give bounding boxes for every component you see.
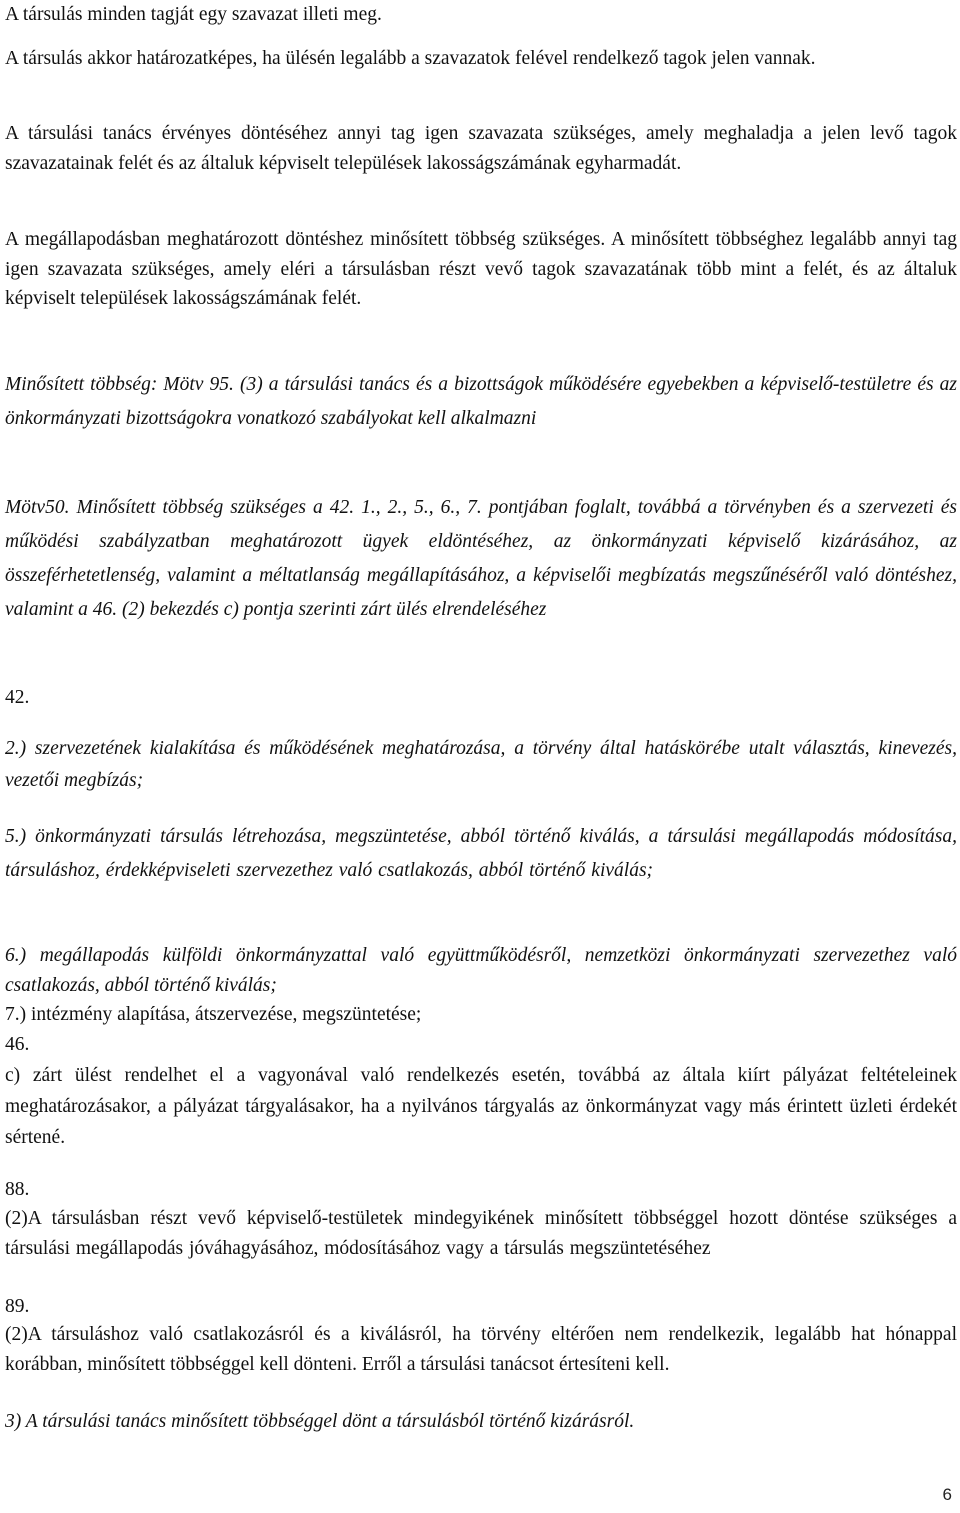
paragraph-text: (2)A társulásban részt vevő képviselő-testületek mindegyikének minősített többséggel hozott döntése szükséges a társulási megállapodás jóváhagyásához, módosításához vagy a társulás megszüntetéséhez xyxy=(5,1208,957,1259)
paragraph-qualified-majority xyxy=(5,225,957,314)
paragraph-section-88 xyxy=(5,1175,957,1205)
paragraph-text: 3) A társulási tanács minősített többséggel dönt a társulásból történő kizárásról. xyxy=(5,1411,635,1432)
page-number: 6 xyxy=(942,1485,952,1504)
paragraph-text: A társulás minden tagját egy szavazat illeti meg. xyxy=(5,4,382,25)
paragraph-text: 2.) szervezetének kialakítása és működésének meghatározása, a törvény által hatáskörébe utalt választás, kinevezés, vezetői megbízás; xyxy=(5,738,957,791)
paragraph-text: 5.) önkormányzati társulás létrehozása, megszüntetése, abból történő kiválás, a társulási megállapodás módosítása, társuláshoz, érdekképviseleti szervezethez való csatlakozás, abból történő kiválás; xyxy=(5,826,957,881)
paragraph-quorum xyxy=(5,44,957,74)
paragraph-text: A társulás akkor határozatképes, ha ülésén legalább a szavazatok felével rendelkező tagok jelen vannak. xyxy=(5,48,816,69)
paragraph-text: 6.) megállapodás külföldi önkormányzattal való együttműködésről, nemzetközi önkormányzati szervezethez való csatlakozás, abból történő kiválás; xyxy=(5,945,957,996)
paragraph-text: c) zárt ülést rendelhet el a vagyonával való rendelkezés esetén, továbbá az általa kiírt pályázat feltételeinek meghatározásakor, a pályázat tárgyalásakor, ha a nyilvános tárgyalás az önkormányzat vagy más érintett üzleti érdekét sértené. xyxy=(5,1065,957,1148)
paragraph-closed-session xyxy=(5,1060,957,1153)
paragraph-section-46 xyxy=(5,1030,957,1060)
paragraph-item-5 xyxy=(5,820,957,888)
paragraph-text: A megállapodásban meghatározott döntéshez minősített többség szükséges. A minősített többséghez legalább annyi tag igen szavazata szükséges, amely eléri a társulásban részt vevő tagok szavazatának több mint a felét, és az általuk képviselt települések lakosságszámának felét. xyxy=(5,229,957,309)
paragraph-text: (2)A társuláshoz való csatlakozásról és a kiválásról, ha törvény eltérően nem rendelkezik, legalább hat hónappal korábban, minősített többséggel kell dönteni. Erről a társulási tanácsot értesíteni kell. xyxy=(5,1324,957,1375)
paragraph-motv-50 xyxy=(5,491,957,627)
paragraph-text: 7.) intézmény alapítása, átszervezése, megszüntetése; xyxy=(5,1004,422,1025)
paragraph-88-2 xyxy=(5,1204,957,1263)
paragraph-item-2 xyxy=(5,733,957,797)
paragraph-text: 88. xyxy=(5,1179,30,1200)
paragraph-text: 89. xyxy=(5,1296,30,1317)
paragraph-item-6 xyxy=(5,941,957,1001)
paragraph-text: Mötv50. Minősített többség szükséges a 42. 1., 2., 5., 6., 7. pontjában foglalt, továbbá a törvényben és a szervezeti és működési szabályzatban meghatározott ügyek eldöntéséhez, az önkormányzati képviselő kizárásához, az összeférhetetlenség, valamint a méltatlanság megállapításához, a képviselői megbízatás megszűnéséről való döntéshez, valamint a 46. (2) bekezdés c) pontja szerinti zárt ülés elrendeléséhez xyxy=(5,497,957,620)
paragraph-section-89 xyxy=(5,1292,957,1322)
paragraph-section-42 xyxy=(5,683,957,713)
paragraph-89-2 xyxy=(5,1320,957,1379)
paragraph-valid-decision xyxy=(5,119,957,178)
paragraph-text: 46. xyxy=(5,1034,30,1055)
paragraph-text: A társulási tanács érvényes döntéséhez annyi tag igen szavazata szükséges, amely meghaladja a jelen levő tagok szavazatainak felét és az általuk képviselt települések lakosságszámának egyharmadát. xyxy=(5,123,957,174)
paragraph-voting-right xyxy=(5,0,957,30)
paragraph-exclusion xyxy=(5,1407,957,1437)
paragraph-item-7 xyxy=(5,1000,957,1030)
paragraph-motv-95 xyxy=(5,368,957,436)
paragraph-text: Minősített többség: Mötv 95. (3) a társulási tanács és a bizottságok működésére egyebekben a képviselő-testületre és az önkormányzati bizottságokra vonatkozó szabályokat kell alkalmazni xyxy=(5,374,957,429)
paragraph-text: 42. xyxy=(5,687,30,708)
